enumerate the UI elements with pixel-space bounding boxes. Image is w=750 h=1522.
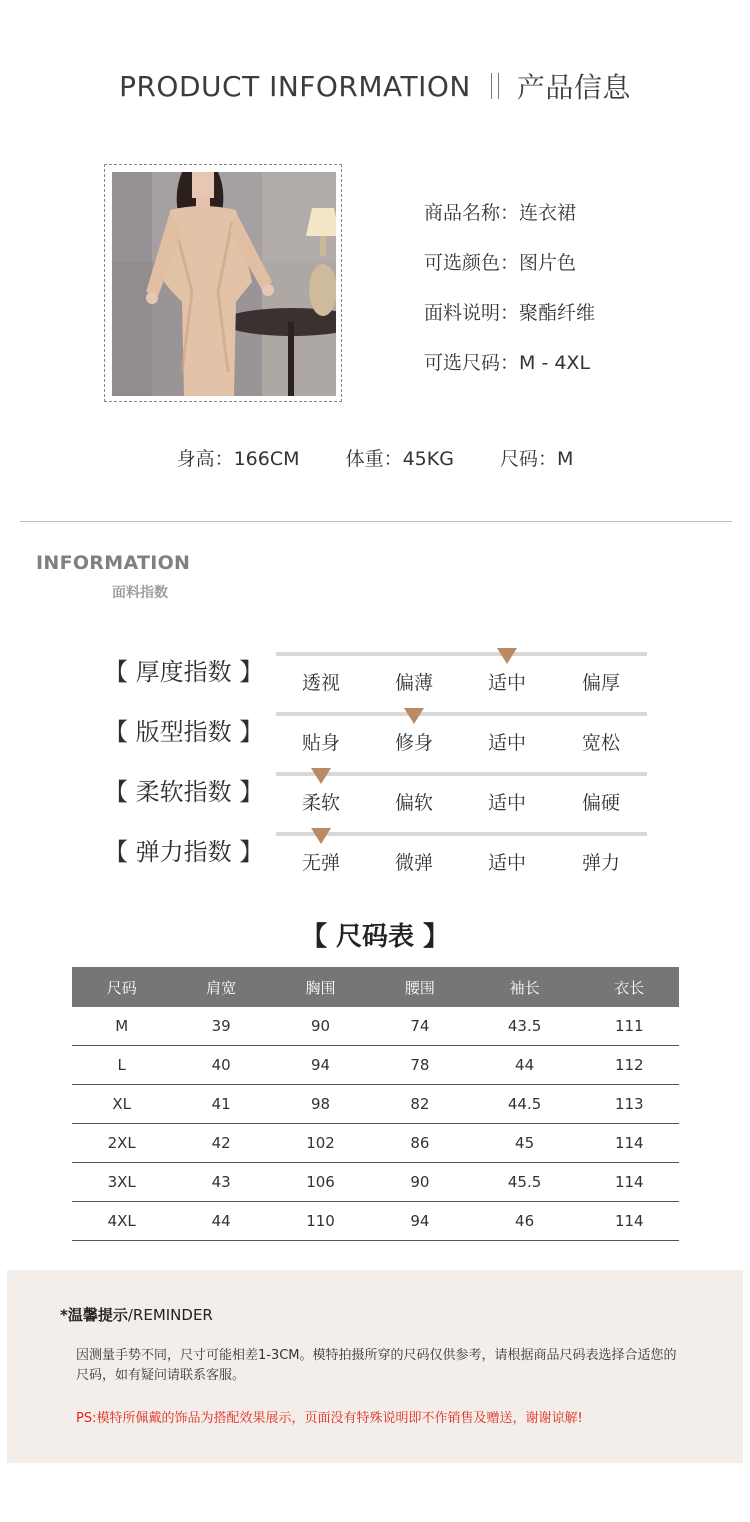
table-cell: 44: [470, 1046, 580, 1085]
index-marker: [311, 828, 331, 844]
size-chart-header-cell: 袖长: [470, 967, 580, 1007]
index-marker: [311, 768, 331, 784]
size-chart-body: [72, 1007, 679, 1241]
index-label: 【 弹力指数 】: [104, 838, 264, 866]
index-option: 宽松: [581, 732, 620, 754]
info-value: 聚酯纤维: [519, 302, 596, 324]
index-option: 修身: [394, 732, 433, 754]
product-photo: [112, 172, 336, 396]
index-option: 微弹: [394, 852, 433, 874]
table-cell: 98: [271, 1085, 370, 1124]
table-cell: 78: [370, 1046, 469, 1085]
info-label: 面料说明：: [424, 302, 520, 324]
index-option: 偏硬: [581, 792, 620, 814]
table-cell: 44: [171, 1202, 270, 1241]
info-value: 连衣裙: [519, 202, 577, 224]
size-chart-title: 【 尺码表 】: [300, 922, 450, 952]
table-row: [72, 1046, 679, 1085]
info-row-color: [424, 248, 576, 275]
size-chart-table: [72, 967, 679, 1241]
index-option: 适中: [487, 732, 526, 754]
info-value: 图片色: [519, 252, 577, 274]
index-option: 柔软: [301, 792, 340, 814]
table-cell: 114: [580, 1124, 679, 1163]
information-subtitle: 面料指数: [112, 585, 168, 601]
section-divider: [20, 521, 732, 522]
index-option: 无弹: [301, 852, 340, 874]
table-cell: 3XL: [72, 1163, 171, 1202]
info-row-name: [424, 198, 576, 225]
info-label: 可选尺码：: [424, 352, 520, 374]
info-label: 可选颜色：: [424, 252, 520, 274]
table-cell: 114: [580, 1202, 679, 1241]
table-cell: 46: [470, 1202, 580, 1241]
info-value: M - 4XL: [519, 352, 591, 374]
model-weight: 体重：45KG: [345, 448, 454, 470]
table-cell: 45: [470, 1124, 580, 1163]
info-row-sizes: [424, 348, 590, 375]
index-label: 【 柔软指数 】: [104, 778, 264, 806]
table-row: [72, 1124, 679, 1163]
size-chart-header-cell: 尺码: [72, 967, 171, 1007]
model-size: 尺码：M: [500, 448, 574, 470]
index-option: 贴身: [301, 732, 340, 754]
header-separator: [491, 73, 499, 99]
index-marker: [497, 648, 517, 664]
table-cell: 106: [271, 1163, 370, 1202]
index-track: [276, 832, 647, 836]
header-title-cn: 产品信息: [516, 71, 631, 104]
table-cell: 90: [370, 1163, 469, 1202]
table-row: [72, 1202, 679, 1241]
information-title: INFORMATION: [36, 552, 191, 574]
size-chart-header-cell: 腰围: [370, 967, 469, 1007]
table-cell: 86: [370, 1124, 469, 1163]
table-cell: 40: [171, 1046, 270, 1085]
info-label: 商品名称：: [424, 202, 520, 224]
size-chart-header-cell: 胸围: [271, 967, 370, 1007]
model-measurements: [0, 444, 750, 471]
table-cell: 2XL: [72, 1124, 171, 1163]
table-cell: 44.5: [470, 1085, 580, 1124]
table-cell: 90: [271, 1007, 370, 1046]
table-cell: 45.5: [470, 1163, 580, 1202]
table-cell: 94: [271, 1046, 370, 1085]
index-track: [276, 712, 647, 716]
table-row: [72, 1085, 679, 1124]
table-cell: 82: [370, 1085, 469, 1124]
table-cell: L: [72, 1046, 171, 1085]
index-track: [276, 772, 647, 776]
index-option: 偏厚: [581, 672, 620, 694]
table-row: [72, 1163, 679, 1202]
index-marker: [404, 708, 424, 724]
index-option: 弹力: [581, 852, 620, 874]
size-chart-header-cell: 衣长: [580, 967, 679, 1007]
reminder-title-en: /REMINDER: [127, 1306, 213, 1324]
index-label: 【 厚度指数 】: [104, 658, 264, 686]
table-cell: 39: [171, 1007, 270, 1046]
size-chart-header-cell: 肩宽: [171, 967, 270, 1007]
table-cell: 111: [580, 1007, 679, 1046]
table-row: [72, 1007, 679, 1046]
table-cell: 43.5: [470, 1007, 580, 1046]
table-cell: 114: [580, 1163, 679, 1202]
index-option: 偏薄: [394, 672, 433, 694]
table-cell: 42: [171, 1124, 270, 1163]
table-cell: 43: [171, 1163, 270, 1202]
table-cell: 94: [370, 1202, 469, 1241]
index-track: [276, 652, 647, 656]
index-option: 适中: [487, 672, 526, 694]
size-chart-header-row: [72, 967, 679, 1007]
index-option: 透视: [301, 672, 340, 694]
table-cell: 102: [271, 1124, 370, 1163]
reminder-title-cn: *温馨提示: [60, 1306, 128, 1324]
reminder-ps: PS:模特所佩戴的饰品为搭配效果展示，页面没有特殊说明即不作销售及赠送，谢谢谅解!: [76, 1411, 583, 1426]
table-cell: 74: [370, 1007, 469, 1046]
reminder-title: [60, 1304, 213, 1325]
index-label: 【 版型指数 】: [104, 718, 264, 746]
table-cell: M: [72, 1007, 171, 1046]
index-option: 适中: [487, 792, 526, 814]
info-row-fabric: [424, 298, 595, 325]
model-height: 身高：166CM: [176, 448, 300, 470]
table-cell: 112: [580, 1046, 679, 1085]
table-cell: 113: [580, 1085, 679, 1124]
table-cell: 41: [171, 1085, 270, 1124]
index-option: 适中: [487, 852, 526, 874]
page-header: [0, 64, 750, 108]
header-title-en: PRODUCT INFORMATION: [119, 69, 471, 103]
table-cell: 110: [271, 1202, 370, 1241]
index-option: 偏软: [394, 792, 433, 814]
reminder-body: 因测量手势不同，尺寸可能相差1-3CM。模特拍摄所穿的尺码仅供参考，请根据商品尺码表选择合适您的尺码，如有疑问请联系客服。: [76, 1348, 677, 1383]
model-illustration: [112, 172, 336, 396]
table-cell: 4XL: [72, 1202, 171, 1241]
table-cell: XL: [72, 1085, 171, 1124]
